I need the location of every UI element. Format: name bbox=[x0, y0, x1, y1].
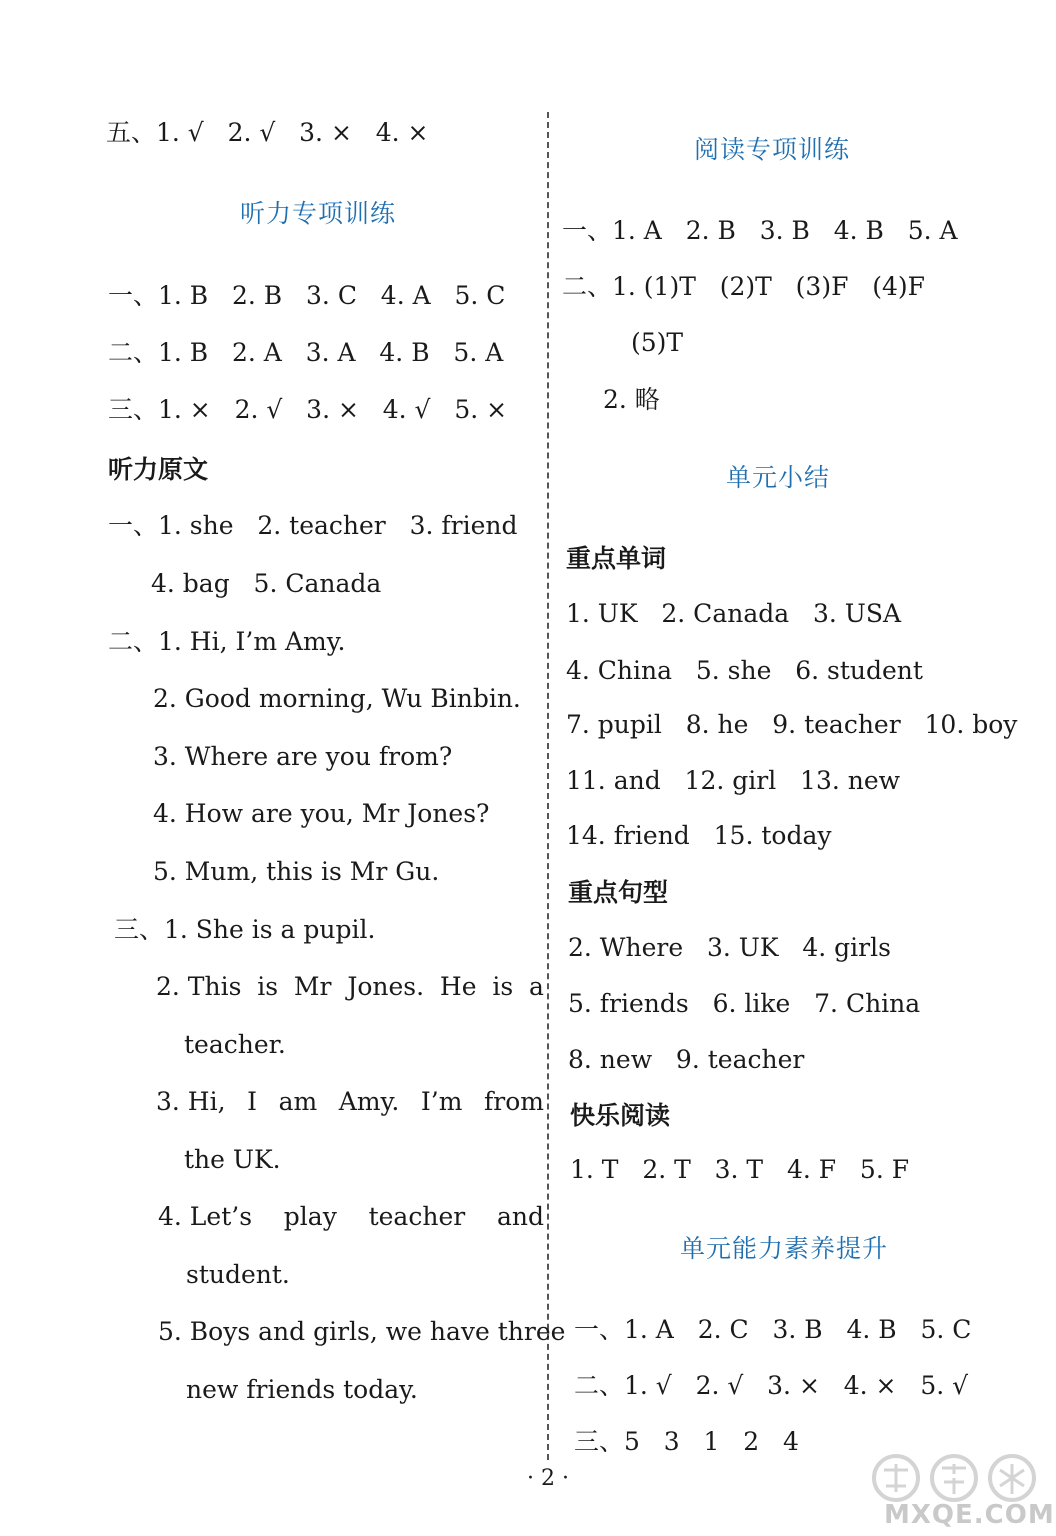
heading-unit-ability: 单元能力素养提升 bbox=[680, 1234, 889, 1263]
key-words-line-3: 7. pupil 8. he 9. teacher 10. boy bbox=[566, 710, 1018, 739]
happy-reading-answers: 1. T 2. T 3. T 4. F 5. F bbox=[570, 1155, 910, 1184]
section-wu-answers: 五、1. √ 2. √ 3. × 4. × bbox=[106, 118, 429, 147]
reading-part-2-line-c: 2. 略 bbox=[603, 385, 660, 414]
heading-happy-reading: 快乐阅读 bbox=[570, 1101, 671, 1130]
heading-listening-transcript: 听力原文 bbox=[108, 455, 209, 484]
heading-unit-summary: 单元小结 bbox=[726, 463, 831, 492]
word: play bbox=[283, 1202, 337, 1231]
transcript-2-item-2: 2. Good morning, Wu Binbin. bbox=[153, 684, 521, 713]
transcript-3-item-5-line-b: new friends today. bbox=[186, 1375, 418, 1404]
reading-part-2-line-b: (5)T bbox=[631, 328, 684, 357]
column-divider bbox=[547, 112, 549, 1460]
reading-part-1: 一、1. A 2. B 3. B 4. B 5. A bbox=[562, 216, 958, 245]
listening-part-1: 一、1. B 2. B 3. C 4. A 5. C bbox=[108, 281, 506, 310]
word: I’m bbox=[420, 1087, 463, 1116]
ability-part-3: 三、5 3 1 2 4 bbox=[574, 1427, 799, 1456]
key-words-line-1: 1. UK 2. Canada 3. USA bbox=[566, 599, 902, 628]
key-sentences-line-3: 8. new 9. teacher bbox=[568, 1045, 805, 1074]
word: am bbox=[278, 1087, 318, 1116]
watermark-text: MXQE.COM bbox=[884, 1500, 1055, 1530]
transcript-2-item-4: 4. How are you, Mr Jones? bbox=[153, 799, 490, 828]
word: 2. This bbox=[156, 972, 242, 1001]
transcript-2-item-1: 二、1. Hi, I’m Amy. bbox=[108, 627, 346, 656]
key-words-line-5: 14. friend 15. today bbox=[566, 821, 832, 850]
word: Jones. bbox=[347, 972, 425, 1001]
key-words-line-2: 4. China 5. she 6. student bbox=[566, 656, 923, 685]
word: He bbox=[439, 972, 477, 1001]
word: is bbox=[492, 972, 514, 1001]
transcript-3-item-4-line-a bbox=[158, 1201, 544, 1233]
word: 4. Let’s bbox=[158, 1202, 253, 1231]
word: Amy. bbox=[338, 1087, 400, 1116]
key-words-line-4: 11. and 12. girl 13. new bbox=[566, 766, 901, 795]
listening-part-3: 三、1. × 2. √ 3. × 4. √ 5. × bbox=[108, 395, 508, 424]
heading-listening-training: 听力专项训练 bbox=[240, 199, 397, 228]
key-sentences-line-1: 2. Where 3. UK 4. girls bbox=[568, 933, 891, 962]
word: is bbox=[257, 972, 279, 1001]
word: I bbox=[247, 1087, 258, 1116]
transcript-3-item-1: 三、1. She is a pupil. bbox=[114, 915, 376, 944]
listening-part-2: 二、1. B 2. A 3. A 4. B 5. A bbox=[108, 338, 504, 367]
word: a bbox=[529, 972, 544, 1001]
word: and bbox=[496, 1202, 544, 1231]
key-sentences-line-2: 5. friends 6. like 7. China bbox=[568, 989, 921, 1018]
transcript-3-item-3-line-a bbox=[156, 1086, 544, 1118]
transcript-3-item-5-line-a: 5. Boys and girls, we have three bbox=[158, 1317, 566, 1346]
transcript-2-item-3: 3. Where are you from? bbox=[153, 742, 453, 771]
heading-reading-training: 阅读专项训练 bbox=[694, 135, 851, 164]
transcript-1-line-a: 一、1. she 2. teacher 3. friend bbox=[108, 511, 518, 540]
ability-part-2: 二、1. √ 2. √ 3. × 4. × 5. √ bbox=[574, 1371, 969, 1400]
word: from bbox=[484, 1087, 544, 1116]
page-number: · 2 · bbox=[527, 1466, 569, 1491]
transcript-1-line-b: 4. bag 5. Canada bbox=[151, 569, 382, 598]
transcript-3-item-2-line-b: teacher. bbox=[184, 1030, 286, 1059]
word: Mr bbox=[293, 972, 332, 1001]
word: 3. Hi, bbox=[156, 1087, 226, 1116]
reading-part-2-line-a: 二、1. (1)T (2)T (3)F (4)F bbox=[562, 272, 926, 301]
word: teacher bbox=[368, 1202, 466, 1231]
ability-part-1: 一、1. A 2. C 3. B 4. B 5. C bbox=[574, 1315, 972, 1344]
transcript-2-item-5: 5. Mum, this is Mr Gu. bbox=[153, 857, 440, 886]
heading-key-words: 重点单词 bbox=[566, 544, 667, 573]
transcript-3-item-3-line-b: the UK. bbox=[184, 1145, 281, 1174]
transcript-3-item-4-line-b: student. bbox=[186, 1260, 290, 1289]
heading-key-sentences: 重点句型 bbox=[568, 878, 669, 907]
transcript-3-item-2-line-a bbox=[156, 971, 544, 1003]
